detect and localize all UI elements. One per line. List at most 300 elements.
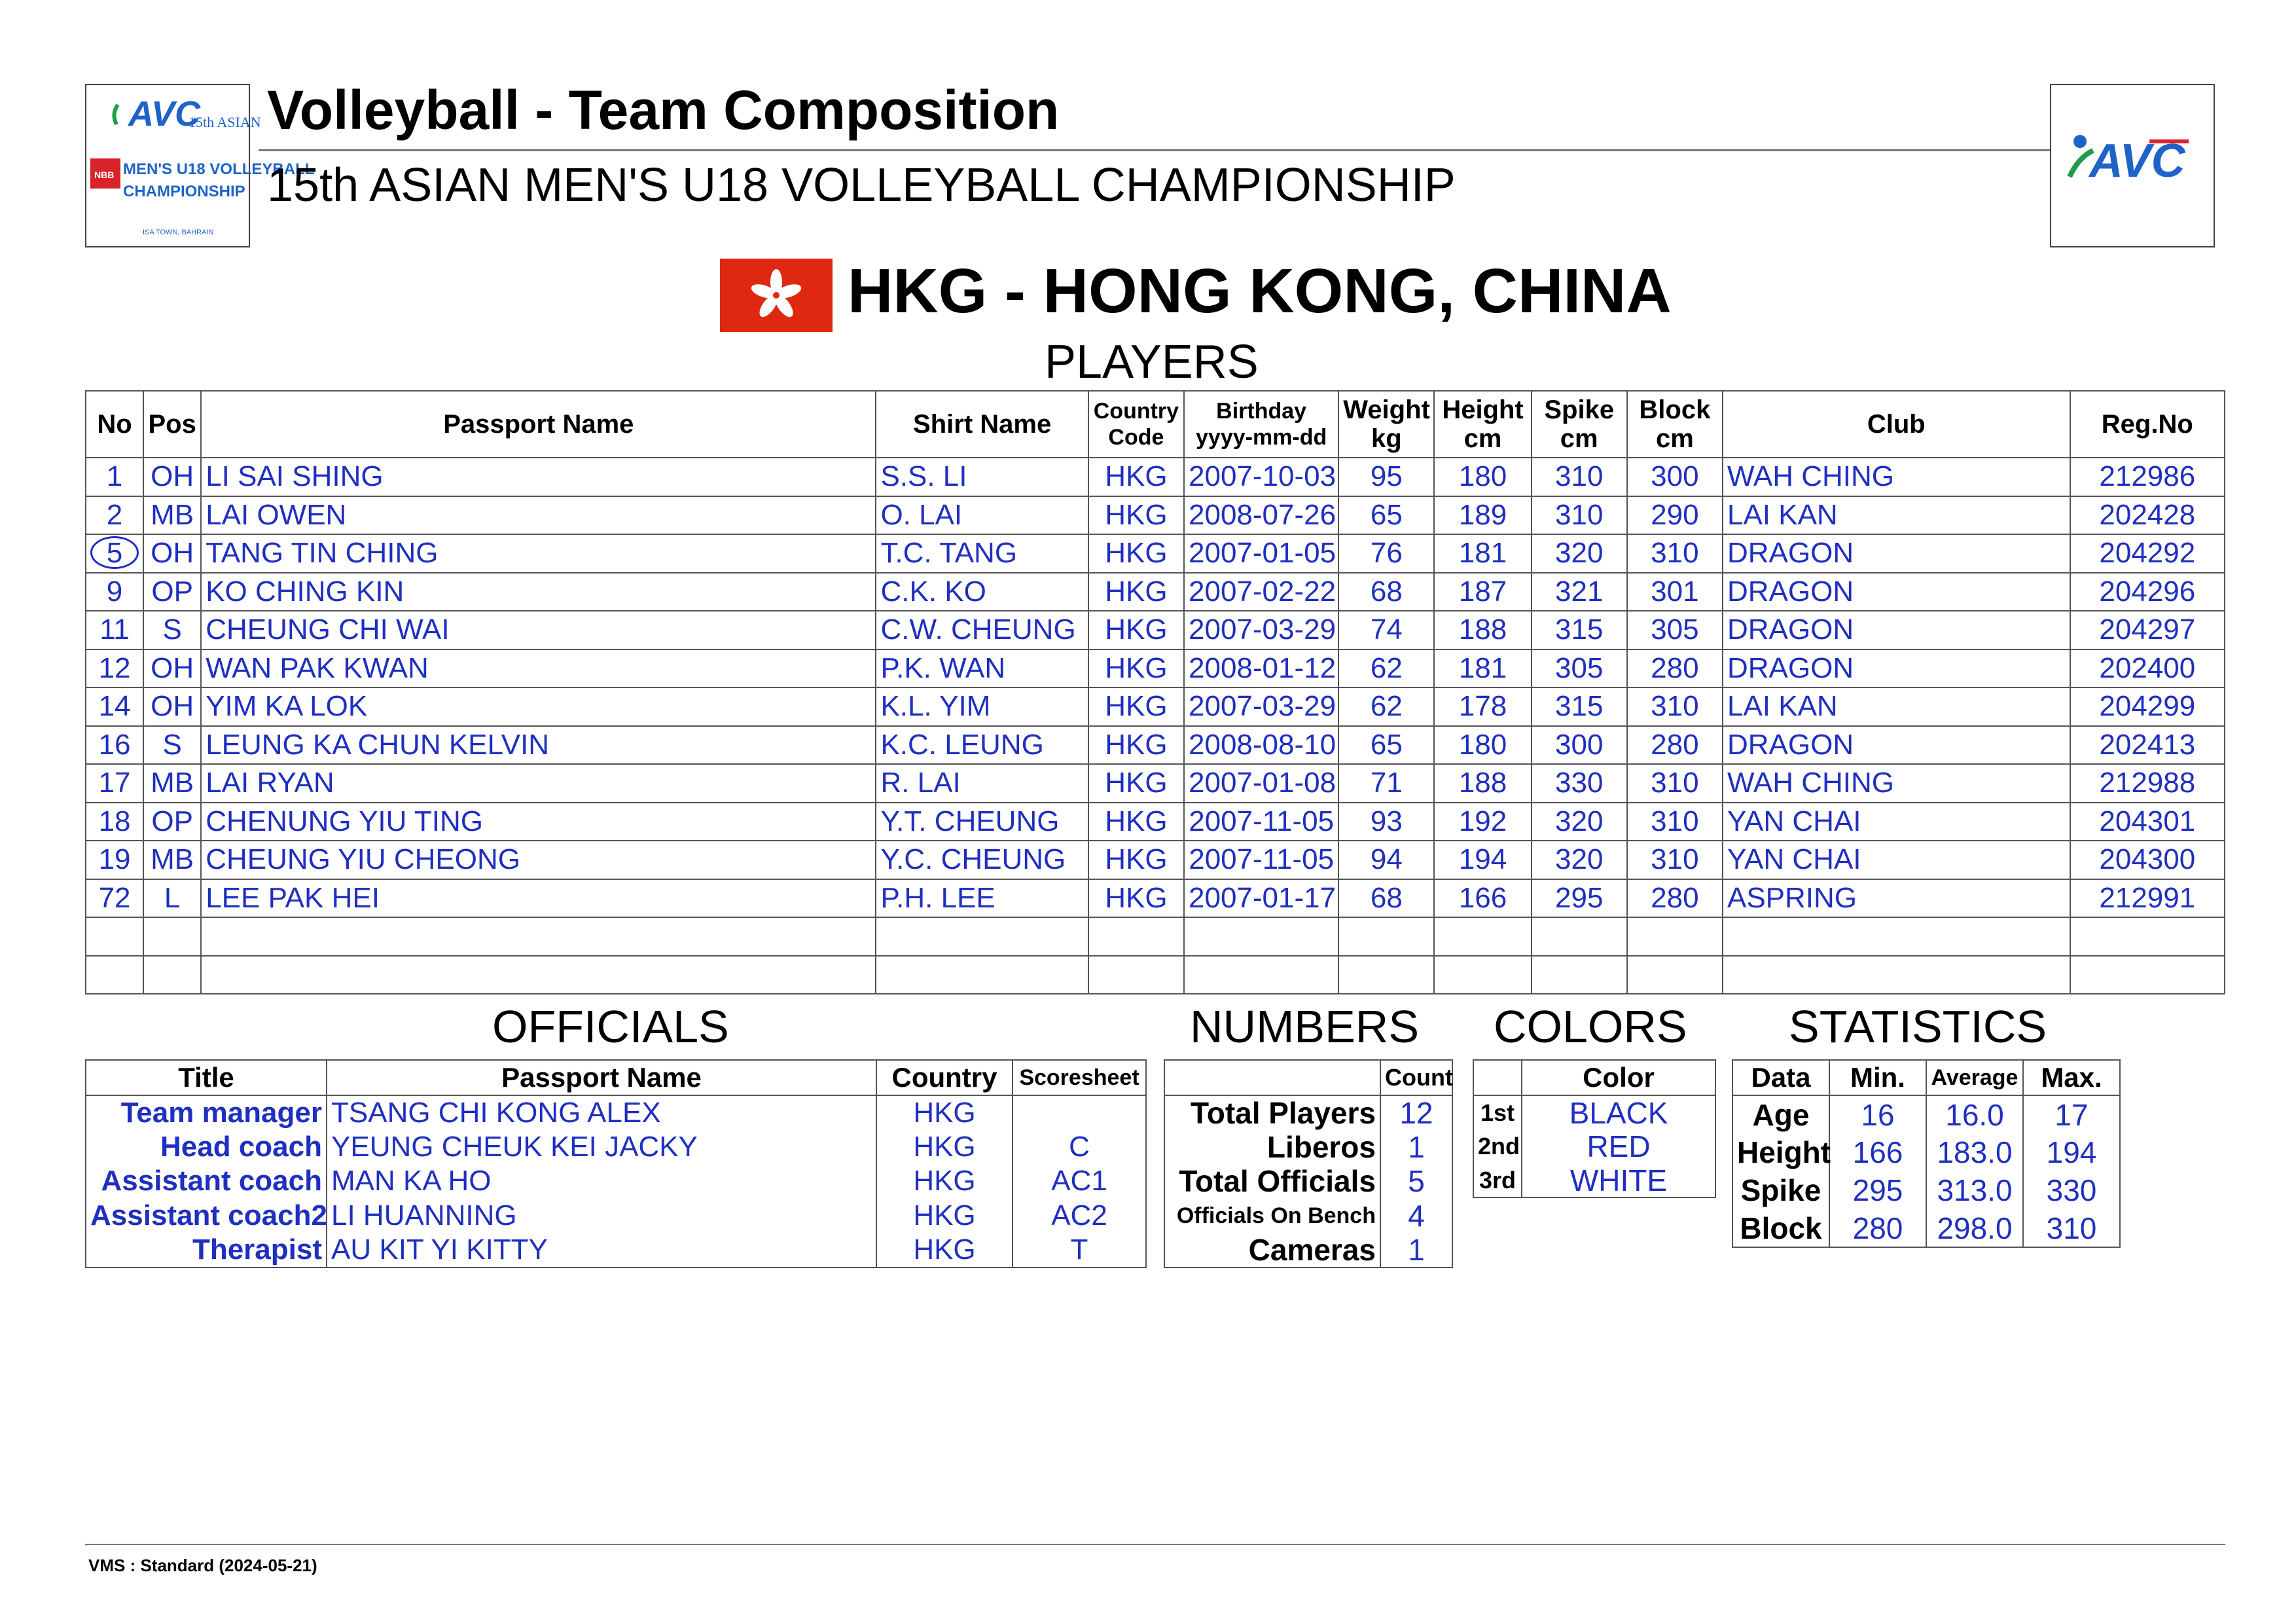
col-block-header bbox=[1627, 391, 1723, 458]
players-body bbox=[86, 458, 2225, 994]
statistics-min: 280 bbox=[1829, 1209, 1926, 1247]
empty-cell bbox=[1627, 917, 1723, 956]
footer-divider bbox=[85, 1544, 2225, 1545]
statistics-label: Height bbox=[1732, 1133, 1829, 1171]
weight-header-line2: kg bbox=[1371, 424, 1402, 453]
empty-cell bbox=[1184, 956, 1338, 994]
colors-body bbox=[1473, 1095, 1715, 1197]
player-country-code: HKG bbox=[1088, 649, 1184, 688]
color-row bbox=[1473, 1129, 1715, 1163]
player-spike: 315 bbox=[1532, 611, 1627, 649]
colors-header-row bbox=[1473, 1060, 1715, 1095]
player-passport-name: YIM KA LOK bbox=[201, 687, 876, 726]
statistics-max: 194 bbox=[2023, 1133, 2120, 1171]
colors-rank-header bbox=[1473, 1060, 1522, 1095]
statistics-min: 295 bbox=[1829, 1171, 1926, 1209]
player-position: S bbox=[143, 726, 201, 765]
player-reg-no: 212986 bbox=[2070, 458, 2225, 496]
player-position: OH bbox=[143, 649, 201, 688]
player-birthday: 2007-10-03 bbox=[1184, 458, 1338, 496]
statistics-average: 298.0 bbox=[1926, 1209, 2023, 1247]
uniform-color: WHITE bbox=[1522, 1163, 1715, 1197]
col-weight-header bbox=[1338, 391, 1434, 458]
color-row bbox=[1473, 1095, 1715, 1129]
player-reg-no: 212991 bbox=[2070, 879, 2225, 918]
player-birthday: 2008-01-12 bbox=[1184, 649, 1338, 688]
col-club-header: Club bbox=[1723, 391, 2070, 458]
player-shirt-name: C.K. KO bbox=[876, 573, 1088, 611]
player-passport-name: TANG TIN CHING bbox=[201, 534, 876, 573]
player-number: 12 bbox=[86, 649, 143, 688]
player-block: 305 bbox=[1627, 611, 1723, 649]
player-spike: 315 bbox=[1532, 687, 1627, 726]
statistics-heading: STATISTICS bbox=[1789, 1001, 2047, 1052]
empty-cell bbox=[1434, 917, 1531, 956]
player-country-code: HKG bbox=[1088, 573, 1184, 611]
player-weight: 68 bbox=[1338, 879, 1434, 918]
player-number: 17 bbox=[86, 764, 143, 803]
numbers-label: Officials On Bench bbox=[1164, 1199, 1380, 1233]
numbers-count: 1 bbox=[1380, 1130, 1452, 1165]
player-spike: 330 bbox=[1532, 764, 1627, 803]
player-birthday: 2007-11-05 bbox=[1184, 803, 1338, 841]
player-spike: 310 bbox=[1532, 496, 1627, 535]
player-birthday: 2007-01-08 bbox=[1184, 764, 1338, 803]
officials-title-header: Title bbox=[86, 1060, 327, 1095]
numbers-header-row bbox=[1164, 1060, 1452, 1095]
color-rank: 3rd bbox=[1473, 1163, 1522, 1197]
player-height: 178 bbox=[1434, 687, 1531, 726]
weight-header-line1: Weight bbox=[1343, 395, 1430, 424]
player-country-code: HKG bbox=[1088, 841, 1184, 879]
official-row bbox=[86, 1199, 1146, 1233]
player-row bbox=[86, 573, 2225, 611]
player-reg-no: 212988 bbox=[2070, 764, 2225, 803]
player-spike: 300 bbox=[1532, 726, 1627, 765]
championship-logo bbox=[85, 84, 315, 247]
official-country: HKG bbox=[876, 1233, 1013, 1267]
col-shirt-name-header: Shirt Name bbox=[876, 391, 1088, 458]
document-title: Volleyball - Team Composition bbox=[267, 79, 1060, 141]
colors-table bbox=[1473, 1059, 1716, 1198]
numbers-count: 1 bbox=[1380, 1233, 1452, 1267]
player-row bbox=[86, 764, 2225, 803]
numbers-label: Total Players bbox=[1164, 1095, 1380, 1130]
empty-cell bbox=[1338, 917, 1434, 956]
logo-championship-text: CHAMPIONSHIP bbox=[123, 183, 245, 200]
officials-scoresheet-header: Scoresheet bbox=[1013, 1060, 1146, 1095]
player-number bbox=[86, 534, 143, 573]
player-row bbox=[86, 841, 2225, 879]
player-club: DRAGON bbox=[1723, 573, 2070, 611]
statistics-max-header: Max. bbox=[2023, 1060, 2120, 1095]
col-country-code-header bbox=[1088, 391, 1184, 458]
avc-logo-text: AVC bbox=[2089, 135, 2185, 187]
statistics-row bbox=[1732, 1209, 2120, 1247]
official-scoresheet: AC1 bbox=[1013, 1164, 1146, 1199]
player-block: 301 bbox=[1627, 573, 1723, 611]
player-passport-name: LEE PAK HEI bbox=[201, 879, 876, 918]
player-country-code: HKG bbox=[1088, 764, 1184, 803]
official-scoresheet: AC2 bbox=[1013, 1199, 1146, 1233]
statistics-data-header: Data bbox=[1732, 1060, 1829, 1095]
player-spike: 320 bbox=[1532, 534, 1627, 573]
officials-passport-header: Passport Name bbox=[327, 1060, 876, 1095]
numbers-count: 4 bbox=[1380, 1199, 1452, 1233]
numbers-count: 12 bbox=[1380, 1095, 1452, 1130]
player-spike: 295 bbox=[1532, 879, 1627, 918]
header-divider bbox=[259, 149, 2052, 151]
avc-logo bbox=[2050, 84, 2215, 247]
officials-header-row bbox=[86, 1060, 1146, 1095]
player-passport-name: CHEUNG CHI WAI bbox=[201, 611, 876, 649]
statistics-average: 313.0 bbox=[1926, 1171, 2023, 1209]
player-height: 181 bbox=[1434, 534, 1531, 573]
player-weight: 65 bbox=[1338, 496, 1434, 535]
player-position: MB bbox=[143, 496, 201, 535]
player-spike: 321 bbox=[1532, 573, 1627, 611]
player-block: 300 bbox=[1627, 458, 1723, 496]
statistics-average: 183.0 bbox=[1926, 1133, 2023, 1171]
official-country: HKG bbox=[876, 1095, 1013, 1130]
empty-cell bbox=[1184, 917, 1338, 956]
empty-cell bbox=[143, 956, 201, 994]
player-height: 189 bbox=[1434, 496, 1531, 535]
numbers-table bbox=[1164, 1059, 1453, 1268]
player-block: 280 bbox=[1627, 879, 1723, 918]
player-position: OH bbox=[143, 534, 201, 573]
championship-subtitle: 15th ASIAN MEN'S U18 VOLLEYBALL CHAMPIONSHIP bbox=[267, 159, 1456, 211]
player-shirt-name: S.S. LI bbox=[876, 458, 1088, 496]
numbers-row bbox=[1164, 1095, 1452, 1130]
player-row bbox=[86, 458, 2225, 496]
player-position: MB bbox=[143, 841, 201, 879]
player-shirt-name: P.H. LEE bbox=[876, 879, 1088, 918]
player-weight: 71 bbox=[1338, 764, 1434, 803]
player-position: OH bbox=[143, 458, 201, 496]
colors-heading: COLORS bbox=[1494, 1001, 1687, 1052]
player-position: OP bbox=[143, 803, 201, 841]
player-weight: 76 bbox=[1338, 534, 1434, 573]
empty-cell bbox=[1723, 917, 2070, 956]
player-position: L bbox=[143, 879, 201, 918]
player-weight: 68 bbox=[1338, 573, 1434, 611]
official-passport-name: TSANG CHI KONG ALEX bbox=[327, 1095, 876, 1130]
numbers-row bbox=[1164, 1233, 1452, 1267]
player-height: 181 bbox=[1434, 649, 1531, 688]
player-shirt-name: Y.C. CHEUNG bbox=[876, 841, 1088, 879]
player-shirt-name: P.K. WAN bbox=[876, 649, 1088, 688]
player-passport-name: CHENUNG YIU TING bbox=[201, 803, 876, 841]
official-row bbox=[86, 1095, 1146, 1130]
players-table bbox=[85, 390, 2225, 994]
empty-cell bbox=[201, 917, 876, 956]
player-club: DRAGON bbox=[1723, 649, 2070, 688]
col-passport-name-header: Passport Name bbox=[201, 391, 876, 458]
birthday-header-line1: Birthday bbox=[1216, 399, 1307, 424]
empty-cell bbox=[1088, 917, 1184, 956]
player-weight: 94 bbox=[1338, 841, 1434, 879]
player-block: 280 bbox=[1627, 649, 1723, 688]
player-weight: 62 bbox=[1338, 649, 1434, 688]
player-country-code: HKG bbox=[1088, 803, 1184, 841]
numbers-row bbox=[1164, 1164, 1452, 1199]
official-row bbox=[86, 1164, 1146, 1199]
numbers-label-header bbox=[1164, 1060, 1380, 1095]
player-row bbox=[86, 687, 2225, 726]
col-spike-header bbox=[1532, 391, 1627, 458]
statistics-max: 17 bbox=[2023, 1095, 2120, 1133]
official-scoresheet: C bbox=[1013, 1130, 1146, 1165]
player-block: 310 bbox=[1627, 687, 1723, 726]
empty-cell bbox=[143, 917, 201, 956]
numbers-row bbox=[1164, 1199, 1452, 1233]
player-row bbox=[86, 649, 2225, 688]
player-birthday: 2007-03-29 bbox=[1184, 687, 1338, 726]
official-title: Assistant coach2 bbox=[86, 1199, 327, 1233]
player-height: 180 bbox=[1434, 458, 1531, 496]
player-passport-name: LEUNG KA CHUN KELVIN bbox=[201, 726, 876, 765]
color-rank: 2nd bbox=[1473, 1129, 1522, 1163]
player-country-code: HKG bbox=[1088, 726, 1184, 765]
player-block: 310 bbox=[1627, 803, 1723, 841]
player-club: DRAGON bbox=[1723, 534, 2070, 573]
numbers-count: 5 bbox=[1380, 1164, 1452, 1199]
player-shirt-name: C.W. CHEUNG bbox=[876, 611, 1088, 649]
empty-cell bbox=[1434, 956, 1531, 994]
player-country-code: HKG bbox=[1088, 534, 1184, 573]
numbers-label: Total Officials bbox=[1164, 1164, 1380, 1199]
empty-cell bbox=[86, 956, 143, 994]
player-weight: 93 bbox=[1338, 803, 1434, 841]
player-number: 18 bbox=[86, 803, 143, 841]
official-passport-name: MAN KA HO bbox=[327, 1164, 876, 1199]
height-header-line2: cm bbox=[1463, 424, 1502, 453]
player-club: YAN CHAI bbox=[1723, 841, 2070, 879]
player-reg-no: 202428 bbox=[2070, 496, 2225, 535]
player-country-code: HKG bbox=[1088, 496, 1184, 535]
uniform-color: RED bbox=[1522, 1129, 1715, 1163]
player-spike: 320 bbox=[1532, 803, 1627, 841]
player-position: MB bbox=[143, 764, 201, 803]
logo-edition-text: 15th ASIAN bbox=[188, 114, 261, 130]
spike-header-line2: cm bbox=[1560, 424, 1598, 453]
player-reg-no: 204297 bbox=[2070, 611, 2225, 649]
color-rank: 1st bbox=[1473, 1095, 1522, 1129]
statistics-max: 310 bbox=[2023, 1209, 2120, 1247]
player-passport-name: LAI RYAN bbox=[201, 764, 876, 803]
statistics-row bbox=[1732, 1133, 2120, 1171]
birthday-header-line2: yyyy-mm-dd bbox=[1196, 425, 1327, 450]
player-birthday: 2007-01-05 bbox=[1184, 534, 1338, 573]
official-scoresheet: T bbox=[1013, 1233, 1146, 1267]
player-country-code: HKG bbox=[1088, 687, 1184, 726]
player-shirt-name: K.L. YIM bbox=[876, 687, 1088, 726]
footer-version: VMS : Standard (2024-05-21) bbox=[88, 1556, 317, 1575]
officials-country-header: Country bbox=[876, 1060, 1013, 1095]
empty-player-row bbox=[86, 956, 2225, 994]
statistics-min: 16 bbox=[1829, 1095, 1926, 1133]
player-number: 19 bbox=[86, 841, 143, 879]
player-passport-name: CHEUNG YIU CHEONG bbox=[201, 841, 876, 879]
player-block: 310 bbox=[1627, 841, 1723, 879]
player-country-code: HKG bbox=[1088, 611, 1184, 649]
player-passport-name: WAN PAK KWAN bbox=[201, 649, 876, 688]
statistics-min-header: Min. bbox=[1829, 1060, 1926, 1095]
player-height: 188 bbox=[1434, 764, 1531, 803]
empty-cell bbox=[1627, 956, 1723, 994]
statistics-table bbox=[1732, 1059, 2121, 1248]
player-country-code: HKG bbox=[1088, 879, 1184, 918]
player-number: 9 bbox=[86, 573, 143, 611]
empty-cell bbox=[2070, 917, 2225, 956]
player-club: LAI KAN bbox=[1723, 687, 2070, 726]
player-row bbox=[86, 879, 2225, 918]
player-passport-name: LAI OWEN bbox=[201, 496, 876, 535]
statistics-min: 166 bbox=[1829, 1133, 1926, 1171]
empty-cell bbox=[1088, 956, 1184, 994]
numbers-heading: NUMBERS bbox=[1190, 1001, 1420, 1052]
players-header-row bbox=[86, 391, 2225, 458]
player-country-code: HKG bbox=[1088, 458, 1184, 496]
player-birthday: 2008-08-10 bbox=[1184, 726, 1338, 765]
player-height: 192 bbox=[1434, 803, 1531, 841]
empty-cell bbox=[201, 956, 876, 994]
player-shirt-name: T.C. TANG bbox=[876, 534, 1088, 573]
official-country: HKG bbox=[876, 1130, 1013, 1165]
player-number: 2 bbox=[86, 496, 143, 535]
statistics-row bbox=[1732, 1095, 2120, 1133]
statistics-body bbox=[1732, 1095, 2120, 1247]
player-block: 310 bbox=[1627, 534, 1723, 573]
official-scoresheet bbox=[1013, 1095, 1146, 1130]
player-reg-no: 204300 bbox=[2070, 841, 2225, 879]
player-position: OH bbox=[143, 687, 201, 726]
player-birthday: 2007-02-22 bbox=[1184, 573, 1338, 611]
player-spike: 310 bbox=[1532, 458, 1627, 496]
statistics-row bbox=[1732, 1171, 2120, 1209]
numbers-count-header: Count bbox=[1380, 1060, 1452, 1095]
official-passport-name: AU KIT YI KITTY bbox=[327, 1233, 876, 1267]
numbers-label: Cameras bbox=[1164, 1233, 1380, 1267]
player-club: DRAGON bbox=[1723, 726, 2070, 765]
player-row bbox=[86, 496, 2225, 535]
official-title: Head coach bbox=[86, 1130, 327, 1165]
player-reg-no: 204296 bbox=[2070, 573, 2225, 611]
official-title: Therapist bbox=[86, 1233, 327, 1267]
col-no-header: No bbox=[86, 391, 143, 458]
player-club: LAI KAN bbox=[1723, 496, 2070, 535]
statistics-average: 16.0 bbox=[1926, 1095, 2023, 1133]
official-title: Assistant coach bbox=[86, 1164, 327, 1199]
player-passport-name: LI SAI SHING bbox=[201, 458, 876, 496]
team-name: HKG - HONG KONG, CHINA bbox=[848, 256, 1672, 326]
player-club: ASPRING bbox=[1723, 879, 2070, 918]
official-passport-name: LI HUANNING bbox=[327, 1199, 876, 1233]
country-code-header-line2: Code bbox=[1108, 425, 1164, 450]
player-number: 11 bbox=[86, 611, 143, 649]
player-passport-name: KO CHING KIN bbox=[201, 573, 876, 611]
statistics-label: Block bbox=[1732, 1209, 1829, 1247]
player-number: 72 bbox=[86, 879, 143, 918]
player-height: 187 bbox=[1434, 573, 1531, 611]
player-row bbox=[86, 534, 2225, 573]
player-reg-no: 204292 bbox=[2070, 534, 2225, 573]
player-club: WAH CHING bbox=[1723, 764, 2070, 803]
officials-body bbox=[86, 1095, 1146, 1267]
col-reg-no-header: Reg.No bbox=[2070, 391, 2225, 458]
block-header-line2: cm bbox=[1655, 424, 1694, 453]
player-block: 290 bbox=[1627, 496, 1723, 535]
empty-cell bbox=[86, 917, 143, 956]
uniform-color: BLACK bbox=[1522, 1095, 1715, 1129]
col-height-header bbox=[1434, 391, 1531, 458]
officials-table bbox=[85, 1059, 1147, 1268]
player-block: 310 bbox=[1627, 764, 1723, 803]
empty-cell bbox=[1338, 956, 1434, 994]
svg-text:AVC: AVC bbox=[128, 94, 201, 134]
player-birthday: 2007-01-17 bbox=[1184, 879, 1338, 918]
col-pos-header: Pos bbox=[143, 391, 201, 458]
hong-kong-flag-icon bbox=[720, 259, 833, 332]
player-shirt-name: R. LAI bbox=[876, 764, 1088, 803]
statistics-max: 330 bbox=[2023, 1171, 2120, 1209]
statistics-header-row bbox=[1732, 1060, 2120, 1095]
player-reg-no: 204299 bbox=[2070, 687, 2225, 726]
player-reg-no: 202400 bbox=[2070, 649, 2225, 688]
player-club: DRAGON bbox=[1723, 611, 2070, 649]
player-height: 188 bbox=[1434, 611, 1531, 649]
numbers-label: Liberos bbox=[1164, 1130, 1380, 1165]
player-weight: 62 bbox=[1338, 687, 1434, 726]
logo-badge-text: NBB bbox=[94, 170, 115, 180]
player-reg-no: 204301 bbox=[2070, 803, 2225, 841]
empty-cell bbox=[1532, 917, 1627, 956]
height-header-line1: Height bbox=[1442, 395, 1524, 424]
numbers-body bbox=[1164, 1095, 1452, 1267]
players-heading: PLAYERS bbox=[1045, 336, 1259, 388]
player-spike: 305 bbox=[1532, 649, 1627, 688]
official-row bbox=[86, 1130, 1146, 1165]
officials-heading: OFFICIALS bbox=[492, 1001, 729, 1052]
empty-player-row bbox=[86, 917, 2225, 956]
captain-number: 5 bbox=[90, 536, 139, 569]
player-shirt-name: K.C. LEUNG bbox=[876, 726, 1088, 765]
official-passport-name: YEUNG CHEUK KEI JACKY bbox=[327, 1130, 876, 1165]
empty-cell bbox=[876, 956, 1088, 994]
colors-color-header: Color bbox=[1522, 1060, 1715, 1095]
logo-location-text: ISA TOWN, BAHRAIN bbox=[143, 228, 214, 236]
player-shirt-name: O. LAI bbox=[876, 496, 1088, 535]
player-block: 280 bbox=[1627, 726, 1723, 765]
player-row bbox=[86, 611, 2225, 649]
statistics-label: Age bbox=[1732, 1095, 1829, 1133]
numbers-row bbox=[1164, 1130, 1452, 1165]
player-reg-no: 202413 bbox=[2070, 726, 2225, 765]
col-birthday-header bbox=[1184, 391, 1338, 458]
empty-cell bbox=[2070, 956, 2225, 994]
player-height: 166 bbox=[1434, 879, 1531, 918]
player-birthday: 2007-11-05 bbox=[1184, 841, 1338, 879]
statistics-label: Spike bbox=[1732, 1171, 1829, 1209]
official-row bbox=[86, 1233, 1146, 1267]
player-row bbox=[86, 726, 2225, 765]
player-club: WAH CHING bbox=[1723, 458, 2070, 496]
country-code-header-line1: Country bbox=[1093, 399, 1179, 424]
player-spike: 320 bbox=[1532, 841, 1627, 879]
empty-cell bbox=[876, 917, 1088, 956]
color-row bbox=[1473, 1163, 1715, 1197]
